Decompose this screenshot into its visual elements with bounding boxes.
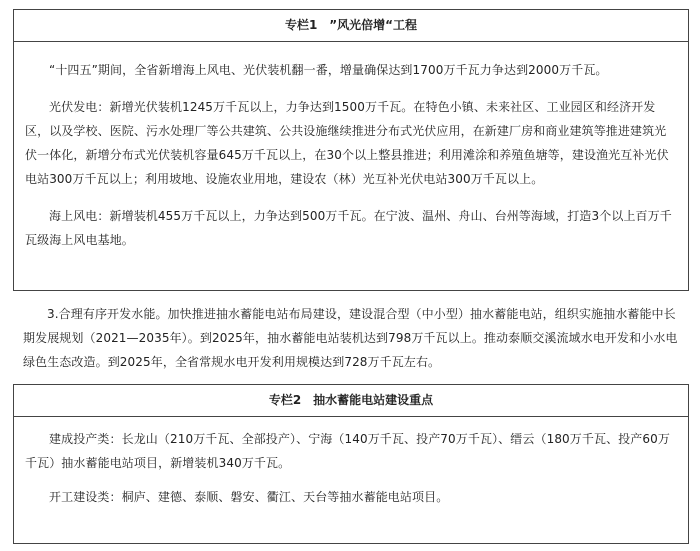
column-2-body bbox=[14, 427, 688, 509]
column-1-paragraph-intro: “十四五”期间，全省新增海上风电、光伏装机翻一番，增量确保达到1700万千瓦力争达到2000万千瓦。 bbox=[49, 63, 608, 77]
column-1-body bbox=[14, 58, 688, 252]
body-paragraph-hydropower: 3.合理有序开发水能。加快推进抽水蓄能电站布局建设，建设混合型（中小型）抽水蓄能电站，组织实施抽水蓄能中长期发展规划（2021—2035年）。到2025年，抽水蓄能电站装机达到798万千瓦以上。推动泰顺交溪流域水电开发和小水电绿色生态改造。到2025年，全省常规水电开发利用规模达到728万千瓦左右。 bbox=[23, 307, 678, 369]
column-2-paragraph-construction: 开工建设类：桐庐、建德、泰顺、磐安、衢江、天台等抽水蓄能电站项目。 bbox=[49, 490, 449, 504]
column-box-1 bbox=[13, 9, 689, 291]
column-2-paragraph-completed: 建成投产类：长龙山（210万千瓦、全部投产）、宁海（140万千瓦、投产70万千瓦）、缙云（180万千瓦、投产60万千瓦）抽水蓄能电站项目，新增装机340万千瓦。 bbox=[25, 432, 670, 470]
body-section bbox=[13, 302, 689, 374]
column-1-paragraph-offshore-wind: 海上风电：新增装机455万千瓦以上，力争达到500万千瓦。在宁波、温州、舟山、台州等海域，打造3个以上百万千瓦级海上风电基地。 bbox=[25, 209, 672, 247]
column-1-paragraph-solar: 光伏发电：新增光伏装机1245万千瓦以上，力争达到1500万千瓦。在特色小镇、未来社区、工业园区和经济开发区，以及学校、医院、污水处理厂等公共建筑、公共设施继续推进分布式光伏应用，在新建厂房和商业建筑等推进建筑光伏一体化，新增分布式光伏装机容量645万千瓦以上，在30个以上整县推进；利用滩涂和养殖鱼塘等，建设渔光互补光伏电站300万千瓦以上；利用坡地、设施农业用地，建设农（林）光互补光伏电站300万千瓦以上。 bbox=[25, 100, 669, 186]
column-box-2 bbox=[13, 384, 689, 544]
column-1-title: 专栏1 ”风光倍增“工程 bbox=[14, 10, 688, 42]
column-2-title: 专栏2 抽水蓄能电站建设重点 bbox=[14, 385, 688, 417]
